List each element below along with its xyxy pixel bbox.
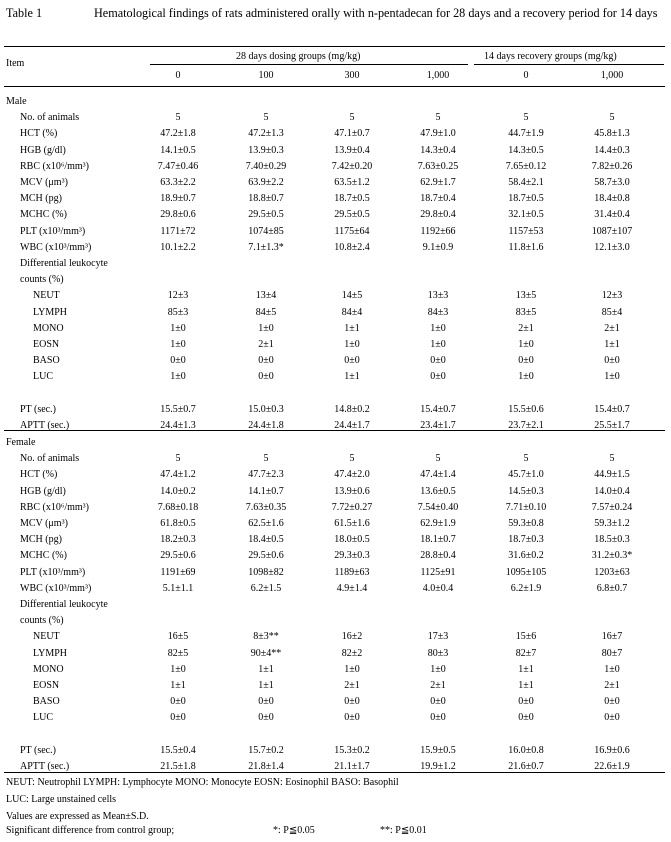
table-cell: 7.63±0.25 xyxy=(417,160,459,172)
table-cell: 16.0±0.8 xyxy=(508,744,544,756)
table-cell: 1192±66 xyxy=(420,225,456,237)
table-cell: 5 xyxy=(175,112,181,124)
table-cell: 18.4±0.5 xyxy=(248,534,284,546)
table-cell: 1±0 xyxy=(430,339,446,350)
table-cell: 7.54±0.40 xyxy=(417,501,459,513)
table-cell: 7.63±0.35 xyxy=(245,501,287,513)
table-cell: 6.2±1.9 xyxy=(510,582,542,594)
table-cell: 1±1 xyxy=(344,371,360,383)
table-cell: 47.1±0.7 xyxy=(334,128,370,140)
table-cell: 85±4 xyxy=(601,306,623,318)
row-label: PT (sec.) xyxy=(20,403,56,415)
table-cell: 59.3±1.2 xyxy=(594,518,630,529)
table-cell: 5 xyxy=(263,453,269,465)
dose-header-1: 100 xyxy=(258,70,274,81)
row-label: HCT (%) xyxy=(20,128,58,140)
table-cell: 17±3 xyxy=(427,631,449,643)
table-cell: 14.3±0.4 xyxy=(420,144,456,156)
table-cell: 15.5±0.6 xyxy=(508,403,544,415)
table-cell: 15.9±0.5 xyxy=(420,744,456,756)
table-cell: 19.9±1.2 xyxy=(420,761,456,772)
table-cell: 5 xyxy=(175,453,181,465)
header-item: Item xyxy=(6,58,25,69)
row-label: NEUT xyxy=(33,631,60,643)
row-label: NEUT xyxy=(33,290,60,302)
table-cell: 1±0 xyxy=(518,371,534,383)
table-cell: 80±7 xyxy=(601,647,623,659)
row-label: APTT (sec.) xyxy=(20,761,70,772)
table-cell: 15.5±0.4 xyxy=(160,744,196,756)
table-cell: 44.9±1.5 xyxy=(594,469,630,481)
table-cell: 1095±105 xyxy=(505,566,547,578)
table-cell: 63.9±2.2 xyxy=(248,177,284,188)
table-cell: 15.4±0.7 xyxy=(594,403,630,415)
table-cell: 31.4±0.4 xyxy=(594,209,630,221)
table-cell: 1157±53 xyxy=(508,225,544,237)
dose-header-5: 1,000 xyxy=(600,70,624,81)
table-cell: 29.5±0.6 xyxy=(248,550,284,562)
table-cell: 0±0 xyxy=(170,355,186,367)
table-cell: 2±1 xyxy=(344,680,360,691)
table-cell: 2±1 xyxy=(430,680,446,691)
note-significance-1: *: P≦0.05 xyxy=(273,825,315,836)
table-title: Hematological findings of rats administered orally with n-pentadecan for 28 days and a recovery period for 14 days xyxy=(94,6,658,20)
table-cell: 18.7±0.5 xyxy=(334,193,370,205)
header-dosing-group: 28 days dosing groups (mg/kg) xyxy=(236,51,361,62)
table-cell: 13.9±0.6 xyxy=(334,485,370,497)
table-cell: 1±1 xyxy=(604,339,620,350)
table-cell: 23.4±1.7 xyxy=(420,420,456,431)
table-cell: 1189±63 xyxy=(334,566,370,578)
table-cell: 15.0±0.3 xyxy=(248,403,284,415)
table-cell: 4.9±1.4 xyxy=(336,582,368,594)
row-label: LUC xyxy=(33,712,53,724)
table-cell: 0±0 xyxy=(518,355,534,367)
table-cell: 12.1±3.0 xyxy=(594,241,630,253)
table-cell: 0±0 xyxy=(258,696,274,708)
header-bottom-rule xyxy=(4,86,665,87)
row-label: MCV (μm³) xyxy=(20,177,68,188)
table-cell: 13.6±0.5 xyxy=(420,485,456,497)
row-label: No. of animals xyxy=(20,453,80,465)
table-cell: 18.0±0.5 xyxy=(334,534,370,546)
section-heading: Female xyxy=(6,437,36,448)
table-cell: 15±6 xyxy=(515,631,537,643)
table-cell: 24.4±1.8 xyxy=(248,420,284,431)
table-cell: 82±2 xyxy=(341,647,363,659)
table-cell: 0±0 xyxy=(258,355,274,367)
table-cell: 13±5 xyxy=(515,290,537,302)
table-cell: 90±4** xyxy=(250,647,282,659)
table-cell: 45.7±1.0 xyxy=(508,469,544,481)
row-label: WBC (x10³/mm³) xyxy=(20,582,92,594)
table-cell: 2±1 xyxy=(604,322,620,334)
table-cell: 13±3 xyxy=(427,290,449,302)
table-cell: 45.8±1.3 xyxy=(594,128,630,140)
table-cell: 1±0 xyxy=(170,663,186,675)
table-cell: 82±7 xyxy=(515,647,537,659)
table-cell: 1±0 xyxy=(430,663,446,675)
table-cell: 1±0 xyxy=(604,371,620,383)
table-cell: 84±4 xyxy=(341,306,363,318)
table-cell: 62.9±1.7 xyxy=(420,177,456,188)
table-cell: 13.9±0.4 xyxy=(334,144,370,156)
table-cell: 1191±69 xyxy=(160,566,196,578)
table-cell: 1±0 xyxy=(258,322,274,334)
table-cell: 18.9±0.7 xyxy=(160,193,196,205)
table-cell: 14.0±0.4 xyxy=(594,485,630,497)
row-label: PLT (x10³/mm³) xyxy=(20,566,86,578)
table-cell: 29.8±0.6 xyxy=(160,209,196,221)
table-cell: 62.9±1.9 xyxy=(420,518,456,529)
row-label: LYMPH xyxy=(33,306,68,318)
table-cell: 16.9±0.6 xyxy=(594,744,630,756)
top-rule xyxy=(4,46,665,47)
table-cell: 6.8±0.7 xyxy=(596,582,628,594)
table-cell: 7.40±0.29 xyxy=(245,160,287,172)
table-cell: 83±5 xyxy=(515,306,537,318)
table-cell: 1±0 xyxy=(344,339,360,350)
note-abbreviations: NEUT: Neutrophil LYMPH: Lymphocyte MONO: Monocyte EOSN: Eosinophil BASO: Basophil xyxy=(6,777,399,788)
table-cell: 24.4±1.3 xyxy=(160,420,196,431)
table-cell: 1±0 xyxy=(170,371,186,383)
table-cell: 0±0 xyxy=(604,712,620,724)
table-cell: 2±1 xyxy=(258,339,274,350)
table-cell: 0±0 xyxy=(344,712,360,724)
table-cell: 0±0 xyxy=(344,696,360,708)
table-cell: 13.9±0.3 xyxy=(248,144,284,156)
table-cell: 10.1±2.2 xyxy=(160,241,196,253)
table-cell: 47.4±1.2 xyxy=(160,469,196,481)
table-cell: 1±0 xyxy=(344,663,360,675)
table-label: Table 1 xyxy=(6,6,43,20)
table-cell: 5 xyxy=(349,112,355,124)
row-label: LYMPH xyxy=(33,647,68,659)
row-label: EOSN xyxy=(33,680,60,691)
table-cell: 0±0 xyxy=(344,355,360,367)
table-cell: 14.0±0.2 xyxy=(160,485,196,497)
table-cell: 0±0 xyxy=(604,696,620,708)
table-cell: 5 xyxy=(435,112,441,124)
table-cell: 84±3 xyxy=(427,306,449,318)
table-cell: 0±0 xyxy=(430,355,446,367)
row-label: MCV (μm³) xyxy=(20,518,68,529)
row-label: BASO xyxy=(33,696,60,708)
table-cell: 47.9±1.0 xyxy=(420,128,456,140)
table-cell: 58.4±2.1 xyxy=(508,177,544,188)
table-cell: 47.4±1.4 xyxy=(420,469,456,481)
table-cell: 61.5±1.6 xyxy=(334,518,370,529)
table-cell: 18.4±0.8 xyxy=(594,193,630,205)
table-cell: 18.7±0.3 xyxy=(508,534,544,546)
row-label: LUC xyxy=(33,371,53,383)
table-cell: 0±0 xyxy=(430,371,446,383)
dose-header-0: 0 xyxy=(175,70,181,81)
row-label: EOSN xyxy=(33,339,60,350)
dose-header-2: 300 xyxy=(344,70,360,81)
table-cell: 1±0 xyxy=(170,322,186,334)
table-cell: 14.1±0.7 xyxy=(248,485,284,497)
table-cell: 5 xyxy=(349,453,355,465)
table-cell: 5 xyxy=(435,453,441,465)
table-cell: 12±3 xyxy=(601,290,623,302)
table-cell: 18.5±0.3 xyxy=(594,534,630,546)
table-cell: 12±3 xyxy=(167,290,189,302)
table-cell: 62.5±1.6 xyxy=(248,518,284,529)
table-cell: 5 xyxy=(523,112,529,124)
table-cell: 1±1 xyxy=(258,663,274,675)
table-cell: 7.68±0.18 xyxy=(157,501,199,513)
table-cell: 14±5 xyxy=(341,290,363,302)
table-cell: 84±5 xyxy=(255,306,277,318)
table-cell: 1±1 xyxy=(170,680,186,691)
table-cell: 47.4±2.0 xyxy=(334,469,370,481)
table-cell: 8±3** xyxy=(253,631,279,643)
table-cell: 7.57±0.24 xyxy=(591,501,633,513)
table-cell: 11.8±1.6 xyxy=(508,241,544,253)
table-cell: 0±0 xyxy=(430,712,446,724)
table-cell: 1±0 xyxy=(170,339,186,350)
table-cell: 7.65±0.12 xyxy=(505,160,547,172)
table-cell: 1±1 xyxy=(258,680,274,691)
table-cell: 5.1±1.1 xyxy=(162,582,194,594)
note-luc: LUC: Large unstained cells xyxy=(6,794,117,805)
table-cell: 63.3±2.2 xyxy=(160,177,196,188)
table-cell: 61.8±0.5 xyxy=(160,518,196,529)
table-cell: 0±0 xyxy=(258,712,274,724)
table-cell: 0±0 xyxy=(170,712,186,724)
table-cell: 21.6±0.7 xyxy=(508,761,544,772)
table-cell: 25.5±1.7 xyxy=(594,420,630,431)
row-label: MCHC (%) xyxy=(20,209,67,221)
row-label: HGB (g/dl) xyxy=(20,485,66,497)
table-cell: 7.42±0.20 xyxy=(331,160,373,172)
recovery-group-rule xyxy=(474,64,664,65)
note-significance-2: **: P≦0.01 xyxy=(380,825,427,836)
row-label: No. of animals xyxy=(20,112,80,124)
table-cell: 1±0 xyxy=(604,663,620,675)
table-cell: 1087±107 xyxy=(591,225,633,237)
table-cell: 15.4±0.7 xyxy=(420,403,456,415)
table-cell: 58.7±3.0 xyxy=(594,177,630,188)
table-cell: 28.8±0.4 xyxy=(420,550,456,562)
table-cell: 80±3 xyxy=(427,647,449,659)
table-cell: 5 xyxy=(609,112,615,124)
table-cell: 29.3±0.3 xyxy=(334,550,370,562)
dosing-group-rule xyxy=(150,64,468,65)
table-cell: 15.3±0.2 xyxy=(334,744,370,756)
table-cell: 13±4 xyxy=(255,290,277,302)
row-label: counts (%) xyxy=(20,615,64,627)
table-cell: 1±0 xyxy=(518,339,534,350)
row-label: Differential leukocyte xyxy=(20,258,108,269)
table-cell: 16±2 xyxy=(341,631,363,643)
table-cell: 22.6±1.9 xyxy=(594,761,630,772)
row-label: RBC (x10⁶/mm³) xyxy=(20,501,89,513)
row-label: MCH (pg) xyxy=(20,193,62,205)
table-cell: 16±7 xyxy=(601,631,623,643)
table-cell: 1±1 xyxy=(518,680,534,691)
note-mean: Values are expressed as Mean±S.D. xyxy=(6,811,149,822)
row-label: PLT (x10³/mm³) xyxy=(20,225,86,237)
table-cell: 0±0 xyxy=(604,355,620,367)
table-cell: 7.71±0.10 xyxy=(505,501,547,513)
table-cell: 7.47±0.46 xyxy=(157,160,199,172)
row-label: MCHC (%) xyxy=(20,550,67,562)
table-cell: 5 xyxy=(523,453,529,465)
table-cell: 14.3±0.5 xyxy=(508,144,544,156)
table-cell: 1±1 xyxy=(344,322,360,334)
dose-header-4: 0 xyxy=(523,70,529,81)
table-cell: 0±0 xyxy=(518,712,534,724)
row-label: PT (sec.) xyxy=(20,744,56,756)
row-label: HGB (g/dl) xyxy=(20,144,66,156)
table-cell: 23.7±2.1 xyxy=(508,420,544,431)
table-cell: 29.5±0.5 xyxy=(248,209,284,221)
row-label: MONO xyxy=(33,322,64,334)
table-cell: 32.1±0.5 xyxy=(508,209,544,221)
table-cell: 2±1 xyxy=(518,322,534,334)
table-cell: 14.4±0.3 xyxy=(594,144,630,156)
table-cell: 14.8±0.2 xyxy=(334,403,370,415)
table-cell: 29.8±0.4 xyxy=(420,209,456,221)
section-heading: Male xyxy=(6,96,27,107)
section-divider-rule xyxy=(4,430,665,431)
table-cell: 1203±63 xyxy=(594,566,630,578)
table-cell: 16±5 xyxy=(167,631,189,643)
row-label: BASO xyxy=(33,355,60,367)
table-cell: 47.7±2.3 xyxy=(248,469,284,481)
table-cell: 82±5 xyxy=(167,647,189,659)
table-cell: 18.2±0.3 xyxy=(160,534,196,546)
table-cell: 18.1±0.7 xyxy=(420,534,456,546)
table-cell: 5 xyxy=(609,453,615,465)
table-cell: 24.4±1.7 xyxy=(334,420,370,431)
table-cell: 18.7±0.5 xyxy=(508,193,544,205)
table-cell: 1175±64 xyxy=(334,225,370,237)
table-cell: 10.8±2.4 xyxy=(334,241,370,253)
table-cell: 7.72±0.27 xyxy=(331,501,373,513)
table-cell: 1±1 xyxy=(518,663,534,675)
table-cell: 59.3±0.8 xyxy=(508,518,544,529)
table-cell: 0±0 xyxy=(170,696,186,708)
table-cell: 0±0 xyxy=(258,371,274,383)
row-label: HCT (%) xyxy=(20,469,58,481)
table-cell: 47.2±1.3 xyxy=(248,128,284,140)
table-cell: 6.2±1.5 xyxy=(250,582,282,594)
table-cell: 85±3 xyxy=(167,306,189,318)
row-label: RBC (x10⁶/mm³) xyxy=(20,160,89,172)
dose-header-3: 1,000 xyxy=(426,70,450,81)
table-cell: 15.5±0.7 xyxy=(160,403,196,415)
row-label: MONO xyxy=(33,663,64,675)
table-cell: 21.8±1.4 xyxy=(248,761,284,772)
table-cell: 63.5±1.2 xyxy=(334,177,370,188)
table-cell: 18.7±0.4 xyxy=(420,193,456,205)
table-cell: 5 xyxy=(263,112,269,124)
bottom-rule xyxy=(4,772,665,773)
table-cell: 47.2±1.8 xyxy=(160,128,196,140)
table-cell: 0±0 xyxy=(518,696,534,708)
table-cell: 31.2±0.3* xyxy=(591,550,633,562)
row-label: WBC (x10³/mm³) xyxy=(20,241,92,253)
row-label: counts (%) xyxy=(20,274,64,286)
table-cell: 1±0 xyxy=(430,322,446,334)
table-cell: 0±0 xyxy=(430,696,446,708)
table-cell: 1074±85 xyxy=(248,225,284,237)
row-label: Differential leukocyte xyxy=(20,599,108,610)
table-cell: 14.1±0.5 xyxy=(160,144,196,156)
row-label: APTT (sec.) xyxy=(20,420,70,431)
table-cell: 21.1±1.7 xyxy=(334,761,370,772)
table-cell: 7.82±0.26 xyxy=(591,160,633,172)
table-cell: 21.5±1.8 xyxy=(160,761,196,772)
table-cell: 29.5±0.6 xyxy=(160,550,196,562)
note-significance: Significant difference from control group; xyxy=(6,825,175,836)
table-cell: 29.5±0.5 xyxy=(334,209,370,221)
table-cell: 18.8±0.7 xyxy=(248,193,284,205)
table-cell: 4.0±0.4 xyxy=(422,582,454,594)
table-cell: 9.1±0.9 xyxy=(422,241,454,253)
table-cell: 7.1±1.3* xyxy=(248,241,284,253)
table-cell: 15.7±0.2 xyxy=(248,744,284,756)
table-cell: 44.7±1.9 xyxy=(508,128,544,140)
table-cell: 14.5±0.3 xyxy=(508,485,544,497)
table-cell: 31.6±0.2 xyxy=(508,550,544,562)
table-cell: 1171±72 xyxy=(160,225,196,237)
header-recovery-group: 14 days recovery groups (mg/kg) xyxy=(484,51,617,62)
table-cell: 1125±91 xyxy=(420,566,456,578)
row-label: MCH (pg) xyxy=(20,534,62,546)
table-cell: 2±1 xyxy=(604,680,620,691)
table-cell: 1098±82 xyxy=(248,566,284,578)
